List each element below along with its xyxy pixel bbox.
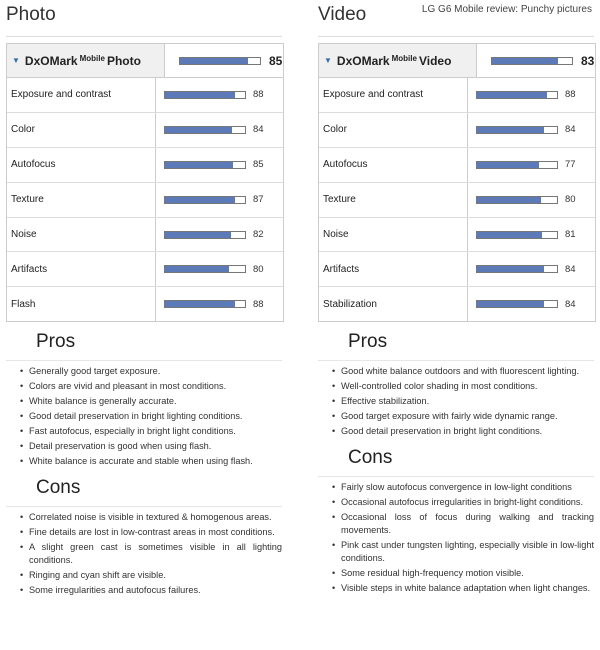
score-bar	[476, 196, 558, 204]
con-item: • Correlated noise is visible in textured & homogenous areas.	[20, 511, 282, 524]
score-row	[7, 252, 283, 287]
pros-list	[318, 365, 594, 438]
con-item: • Fairly slow autofocus convergence in low-light conditions	[332, 481, 594, 494]
pro-item: • Well-controlled color shading in most conditions.	[332, 380, 594, 393]
photo-score-header[interactable]	[7, 44, 283, 78]
con-item: • Occasional autofocus irregularities in bright-light conditions.	[332, 496, 594, 509]
score-bar	[164, 265, 246, 273]
score-row-label: Noise	[319, 218, 468, 252]
score-row-label: Color	[7, 113, 156, 147]
score-row-label: Autofocus	[319, 148, 468, 182]
score-bar	[179, 57, 261, 65]
cons-title: Cons	[348, 447, 393, 469]
score-bar	[476, 91, 558, 99]
score-row	[7, 183, 283, 218]
score-bar	[164, 300, 246, 308]
expand-triangle-icon[interactable]: ▼	[324, 56, 332, 65]
divider	[6, 506, 282, 507]
mobile-superscript: Mobile	[391, 54, 417, 63]
cons-list	[318, 481, 594, 595]
photo-section-title: Photo	[6, 4, 56, 25]
score-bar	[164, 126, 246, 134]
pros-title: Pros	[348, 331, 388, 353]
score-row	[319, 218, 595, 253]
divider	[6, 36, 282, 37]
score-value: 84	[565, 298, 576, 310]
pros-list	[6, 365, 282, 468]
pros-title: Pros	[36, 331, 76, 353]
divider	[6, 360, 282, 361]
score-row	[7, 287, 283, 321]
con-item: • Occasional loss of focus during walking and tracking movements.	[332, 511, 594, 537]
score-row	[319, 287, 595, 321]
photo-column	[6, 0, 282, 599]
overall-score: 85	[269, 53, 283, 68]
pro-item: • Good detail preservation in bright lighting conditions.	[20, 410, 282, 423]
score-row	[319, 78, 595, 113]
divider	[318, 476, 594, 477]
score-value: 80	[253, 263, 264, 275]
score-row-label: Artifacts	[319, 252, 468, 286]
score-value: 88	[253, 298, 264, 310]
divider	[318, 36, 594, 37]
pro-item: • Good detail preservation in bright light conditions.	[332, 425, 594, 438]
pro-item: • White balance is accurate and stable when using flash.	[20, 455, 282, 468]
score-row	[319, 183, 595, 218]
con-item: • Some irregularities and autofocus failures.	[20, 584, 282, 597]
overall-score: 83	[581, 53, 595, 68]
cons-title: Cons	[36, 477, 81, 499]
score-row-label: Flash	[7, 287, 156, 321]
score-value: 84	[565, 263, 576, 275]
score-value: 84	[565, 124, 576, 136]
score-row-label: Color	[319, 113, 468, 147]
video-score-table	[318, 43, 596, 322]
pro-item: • Good white balance outdoors and with fluorescent lighting.	[332, 365, 594, 378]
con-item: • Fine details are lost in low-contrast areas in most conditions.	[20, 526, 282, 539]
score-value: 82	[253, 229, 264, 240]
mobile-superscript: Mobile	[79, 54, 105, 63]
score-value: 88	[253, 89, 264, 101]
score-value: 85	[253, 159, 264, 171]
pro-item: • Effective stabilization.	[332, 395, 594, 408]
photo-score-table	[6, 43, 284, 322]
score-row	[319, 148, 595, 183]
score-value: 84	[253, 124, 264, 136]
score-value: 87	[253, 194, 264, 206]
score-row-label: Artifacts	[7, 252, 156, 286]
video-section-title: Video	[318, 4, 367, 25]
score-row-label: Texture	[7, 183, 156, 217]
con-item: • Pink cast under tungsten lighting, especially visible in low-light conditions.	[332, 539, 594, 565]
score-bar	[476, 231, 558, 239]
score-row	[7, 78, 283, 113]
score-row	[319, 113, 595, 148]
pro-item: • Colors are vivid and pleasant in most conditions.	[20, 380, 282, 393]
video-score-header[interactable]	[319, 44, 595, 78]
review-caption: LG G6 Mobile review: Punchy pictures	[421, 4, 592, 15]
divider	[318, 360, 594, 361]
score-row-label: Stabilization	[319, 287, 468, 321]
score-row-label: Autofocus	[7, 148, 156, 182]
score-row-label: Exposure and contrast	[7, 78, 156, 112]
score-bar	[164, 91, 246, 99]
kind-label: Photo	[106, 53, 141, 68]
score-bar	[491, 57, 573, 65]
score-bar	[476, 161, 558, 169]
kind-label: Video	[418, 53, 452, 68]
con-item: • Ringing and cyan shift are visible.	[20, 569, 282, 582]
brand-label: DxOMark	[336, 53, 390, 68]
score-bar	[164, 161, 246, 169]
score-row	[7, 113, 283, 148]
brand-label: DxOMark	[24, 53, 78, 68]
score-value: 81	[565, 229, 576, 240]
score-row	[7, 148, 283, 183]
con-item: • Visible steps in white balance adaptation when light changes.	[332, 582, 594, 595]
score-bar	[476, 265, 558, 273]
score-row-label: Exposure and contrast	[319, 78, 468, 112]
pro-item: • Fast autofocus, especially in bright light conditions.	[20, 425, 282, 438]
score-row-label: Texture	[319, 183, 468, 217]
score-value: 80	[565, 194, 576, 206]
score-value: 88	[565, 89, 576, 101]
score-row	[319, 252, 595, 287]
score-row	[7, 218, 283, 253]
cons-list	[6, 511, 282, 597]
score-bar	[164, 196, 246, 204]
score-bar	[476, 300, 558, 308]
pro-item: • Good target exposure with fairly wide dynamic range.	[332, 410, 594, 423]
score-bar	[164, 231, 246, 239]
expand-triangle-icon[interactable]: ▼	[12, 56, 20, 65]
score-value: 77	[565, 159, 576, 171]
con-item: • A slight green cast is sometimes visible in all lighting conditions.	[20, 541, 282, 567]
pro-item: • White balance is generally accurate.	[20, 395, 282, 408]
pro-item: • Detail preservation is good when using flash.	[20, 440, 282, 453]
pro-item: • Generally good target exposure.	[20, 365, 282, 378]
score-row-label: Noise	[7, 218, 156, 252]
video-column	[318, 0, 594, 597]
con-item: • Some residual high-frequency motion visible.	[332, 567, 594, 580]
score-bar	[476, 126, 558, 134]
